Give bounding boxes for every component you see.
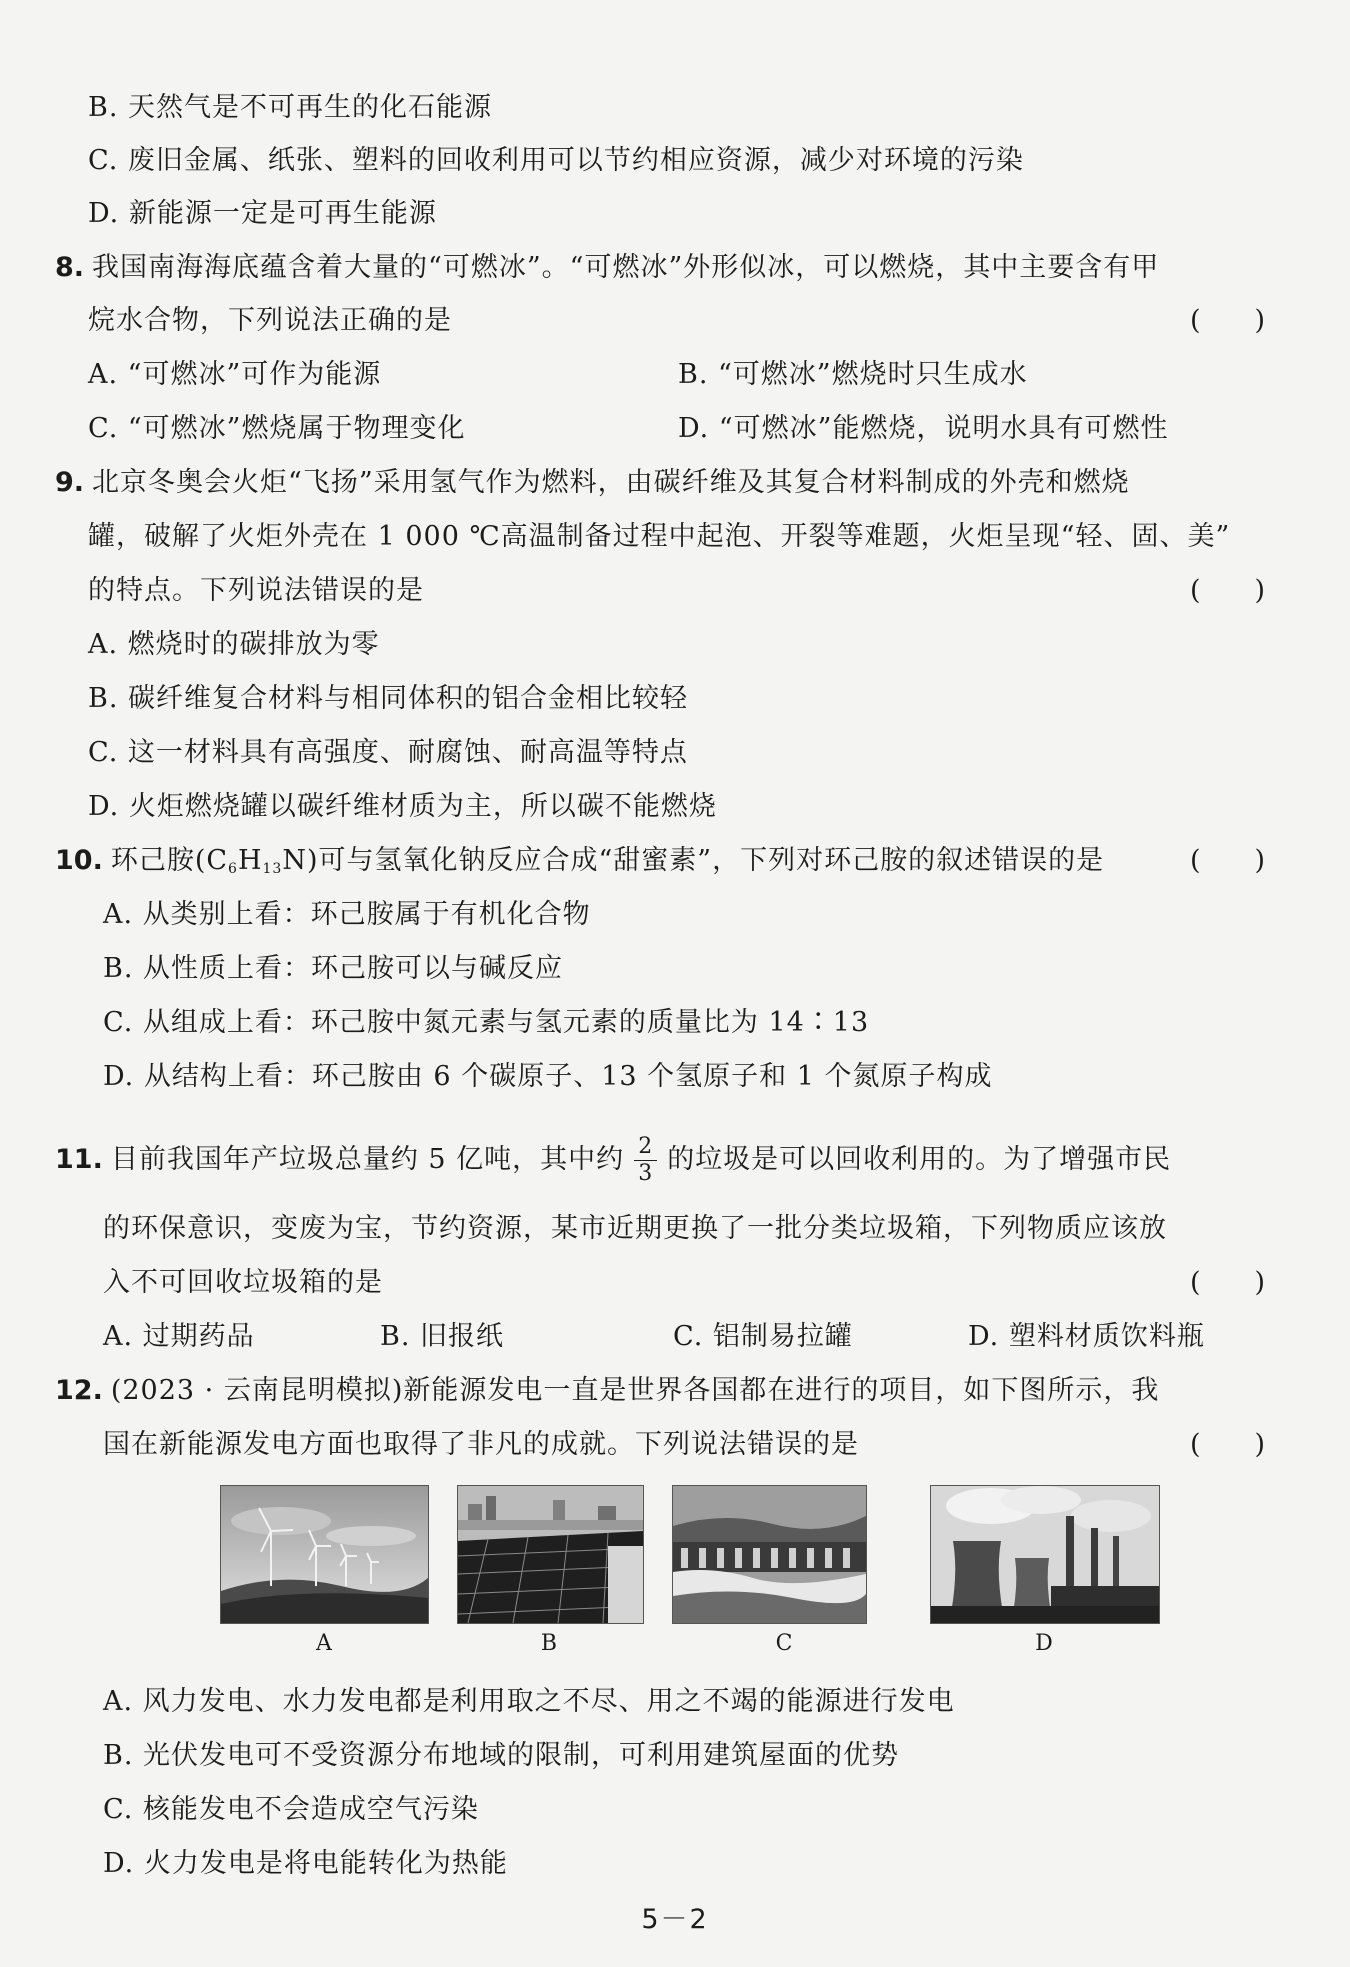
q8-option-a: A. “可燃冰”可作为能源 bbox=[88, 359, 382, 390]
page-number: 5－2 bbox=[641, 1904, 709, 1935]
q8-option-c: C. “可燃冰”燃烧属于物理变化 bbox=[88, 413, 466, 444]
q7-option-c: C. 废旧金属、纸张、塑料的回收利用可以节约相应资源，减少对环境的污染 bbox=[88, 145, 1024, 176]
q11-option-b: B. 旧报纸 bbox=[380, 1321, 505, 1352]
q11-stem-line2: 的环保意识，变废为宝，节约资源，某市近期更换了一批分类垃圾箱，下列物质应该放 bbox=[103, 1213, 1167, 1244]
q7-option-b: B. 天然气是不可再生的化石能源 bbox=[88, 92, 493, 123]
q10-stem-post: N)可与氢氧化钠反应合成“甜蜜素”，下列对环己胺的叙述错误的是 bbox=[282, 845, 1105, 876]
solar-power-photo bbox=[457, 1485, 644, 1624]
q8-option-d: D. “可燃冰”能燃烧，说明水具有可燃性 bbox=[678, 413, 1169, 444]
figure-label-a: A bbox=[316, 1631, 332, 1656]
q8-stem-text1: 我国南海海底蕴含着大量的“可燃冰”。“可燃冰”外形似冰，可以燃烧，其中主要含有甲 bbox=[92, 252, 1160, 283]
figure-label-c: C bbox=[775, 1631, 793, 1656]
q12-option-a: A. 风力发电、水力发电都是利用取之不尽、用之不竭的能源进行发电 bbox=[103, 1686, 955, 1717]
q10-number: 10. bbox=[55, 845, 103, 876]
q11-option-a: A. 过期药品 bbox=[103, 1321, 255, 1352]
q8-answer-paren: ( ) bbox=[1190, 305, 1266, 336]
q10-option-c: C. 从组成上看：环己胺中氮元素与氢元素的质量比为 14∶13 bbox=[103, 1007, 870, 1038]
q12-stem-text1: (2023 · 云南昆明模拟)新能源发电一直是世界各国都在进行的项目，如下图所示，我 bbox=[110, 1375, 1160, 1406]
q10-option-d: D. 从结构上看：环己胺由 6 个碳原子、13 个氢原子和 1 个氮原子构成 bbox=[103, 1061, 993, 1092]
q9-stem-line3: 的特点。下列说法错误的是 bbox=[88, 575, 424, 606]
q12-answer-paren: ( ) bbox=[1190, 1429, 1266, 1460]
q11-stem-line1 bbox=[55, 1134, 1171, 1187]
q9-stem-text1: 北京冬奥会火炬“飞扬”采用氢气作为燃料，由碳纤维及其复合材料制成的外壳和燃烧 bbox=[92, 467, 1130, 498]
q12-stem-line1 bbox=[55, 1374, 1159, 1408]
q11-stem-pre: 目前我国年产垃圾总量约 5 亿吨，其中约 bbox=[110, 1144, 625, 1175]
thermal-power-photo bbox=[930, 1485, 1160, 1624]
q9-option-d: D. 火炬燃烧罐以碳纤维材质为主，所以碳不能燃烧 bbox=[88, 791, 717, 822]
fraction-denominator: 3 bbox=[638, 1161, 654, 1186]
q10-answer-paren: ( ) bbox=[1190, 845, 1266, 876]
q11-stem-post: 的垃圾是可以回收利用的。为了增强市民 bbox=[667, 1144, 1172, 1175]
q8-stem-line1 bbox=[55, 251, 1159, 285]
q10-subscript-hydrogen: 13 bbox=[262, 861, 283, 877]
q11-stem-line3: 入不可回收垃圾箱的是 bbox=[103, 1267, 383, 1298]
q9-option-b: B. 碳纤维复合材料与相同体积的铝合金相比较轻 bbox=[88, 683, 689, 714]
q11-answer-paren: ( ) bbox=[1190, 1267, 1266, 1298]
q12-number: 12. bbox=[55, 1375, 103, 1406]
fraction-numerator: 2 bbox=[634, 1134, 657, 1161]
figure-label-b: B bbox=[540, 1631, 558, 1656]
q11-option-c: C. 铝制易拉罐 bbox=[673, 1321, 853, 1352]
q9-option-a: A. 燃烧时的碳排放为零 bbox=[88, 629, 380, 660]
wind-power-photo bbox=[220, 1485, 429, 1624]
q11-number: 11. bbox=[55, 1144, 103, 1175]
q10-stem bbox=[55, 844, 1104, 886]
q9-stem-line2: 罐，破解了火炬外壳在 1 000 ℃高温制备过程中起泡、开裂等难题，火炬呈现“轻、固、美” bbox=[88, 521, 1231, 552]
q8-stem-line2: 烷水合物，下列说法正确的是 bbox=[88, 305, 452, 336]
figure-label-d: D bbox=[1035, 1631, 1053, 1656]
hydro-power-photo bbox=[672, 1485, 867, 1624]
q7-option-d: D. 新能源一定是可再生能源 bbox=[88, 198, 437, 229]
q12-stem-line2: 国在新能源发电方面也取得了非凡的成就。下列说法错误的是 bbox=[103, 1429, 859, 1460]
q12-option-c: C. 核能发电不会造成空气污染 bbox=[103, 1794, 479, 1825]
q10-option-b: B. 从性质上看：环己胺可以与碱反应 bbox=[103, 953, 564, 984]
q12-option-d: D. 火力发电是将电能转化为热能 bbox=[103, 1848, 508, 1879]
q9-number: 9. bbox=[55, 467, 85, 498]
q11-option-d: D. 塑料材质饮料瓶 bbox=[968, 1321, 1205, 1352]
q9-answer-paren: ( ) bbox=[1190, 575, 1266, 606]
q10-stem-mid: H bbox=[237, 845, 263, 876]
q8-option-b: B. “可燃冰”燃烧时只生成水 bbox=[678, 359, 1028, 390]
q12-option-b: B. 光伏发电可不受资源分布地域的限制，可利用建筑屋面的优势 bbox=[103, 1740, 900, 1771]
q10-option-a: A. 从类别上看：环己胺属于有机化合物 bbox=[103, 899, 591, 930]
q10-subscript-carbon: 6 bbox=[228, 861, 238, 877]
q9-stem-line1 bbox=[55, 466, 1130, 500]
q10-stem-pre: 环己胺(C bbox=[110, 845, 229, 876]
q9-option-c: C. 这一材料具有高强度、耐腐蚀、耐高温等特点 bbox=[88, 737, 688, 768]
fraction bbox=[634, 1134, 657, 1187]
q8-number: 8. bbox=[55, 252, 85, 283]
